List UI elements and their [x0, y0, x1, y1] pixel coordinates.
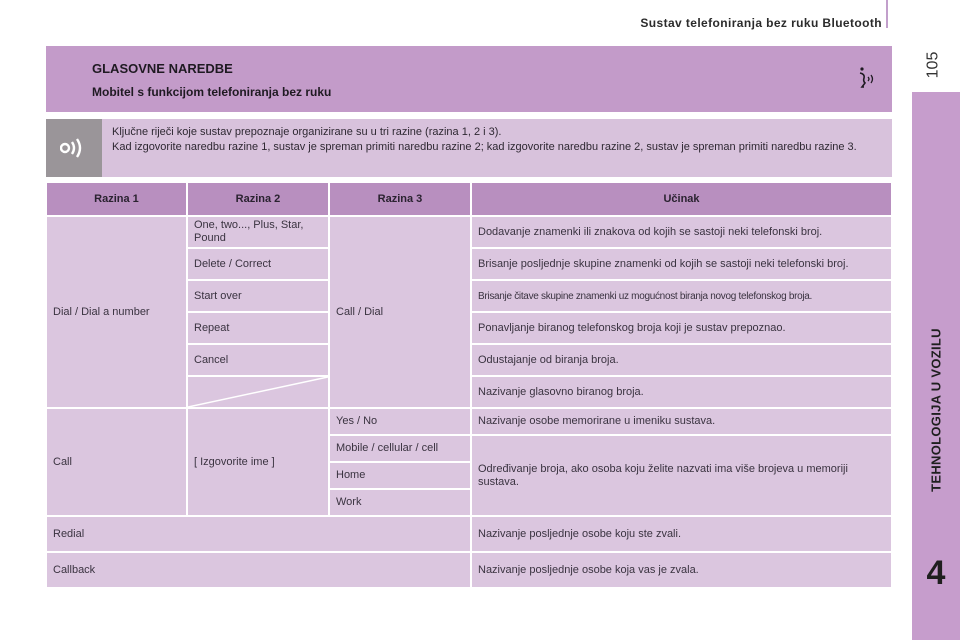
table-row	[46, 516, 892, 552]
level3-cell: Work	[329, 489, 471, 516]
strike-line	[188, 377, 328, 407]
effect-cell: Nazivanje posljednje osobe koju ste zvali.	[471, 516, 892, 552]
level2-cell: Delete / Correct	[187, 248, 329, 280]
column-header: Učinak	[471, 183, 892, 216]
info-text	[112, 125, 882, 155]
level3-cell: Yes / No	[329, 408, 471, 435]
effect-cell: Određivanje broja, ako osoba koju želite nazvati ima više brojeva u memoriji sustava.	[471, 435, 892, 516]
callback-label: Callback	[46, 552, 471, 588]
level2-cell: Cancel	[187, 344, 329, 376]
effect-cell: Brisanje čitave skupine znamenki uz mogućnost biranja novog telefonskog broja.	[471, 280, 892, 312]
title-rule	[886, 0, 888, 28]
table-row	[46, 552, 892, 588]
table-header-row	[46, 183, 892, 216]
level3-dial: Call / Dial	[329, 216, 471, 408]
running-title: Sustav telefoniranja bez ruku Bluetooth	[640, 16, 882, 30]
level3-cell: Mobile / cellular / cell	[329, 435, 471, 462]
chapter-label: TEHNOLOGIJA U VOZILU	[928, 328, 944, 492]
info-line-2: Kad izgovorite naredbu razine 1, sustav je spreman primiti naredbu razine 2; kad izgovorite naredbu razine 2, sustav je spreman primiti naredbu razine 3.	[112, 141, 857, 153]
redial-label: Redial	[46, 516, 471, 552]
level2-cell: Repeat	[187, 312, 329, 344]
page-number: 105	[924, 51, 942, 79]
column-header: Razina 1	[46, 183, 187, 216]
section-subtitle: Mobitel s funkcijom telefoniranja bez ruku	[92, 85, 332, 99]
level2-cell: Start over	[187, 280, 329, 312]
table-row	[46, 216, 892, 248]
effect-cell: Brisanje posljednje skupine znamenki od kojih se sastoji neki telefonski broj.	[471, 248, 892, 280]
effect-cell: Nazivanje glasovno biranog broja.	[471, 376, 892, 408]
effect-cell: Ponavljanje biranog telefonskog broja koji je sustav prepoznao.	[471, 312, 892, 344]
empty-level2-cell	[187, 376, 329, 408]
chapter-side-tab	[912, 92, 960, 640]
info-line-1: Ključne riječi koje sustav prepoznaje organizirane su u tri razine (razina 1, 2 i 3).	[112, 126, 502, 138]
voice-command-icon	[854, 66, 878, 90]
level1-dial: Dial / Dial a number	[46, 216, 187, 408]
table-row	[46, 408, 892, 435]
effect-cell: Odustajanje od biranja broja.	[471, 344, 892, 376]
column-header: Razina 3	[329, 183, 471, 216]
section-title: GLASOVNE NAREDBE	[92, 61, 233, 76]
section-header	[46, 46, 892, 112]
level3-cell: Home	[329, 462, 471, 489]
level2-cell: One, two..., Plus, Star, Pound	[187, 216, 329, 248]
effect-cell: Nazivanje posljednje osobe koja vas je zvala.	[471, 552, 892, 588]
level2-call: [ Izgovorite ime ]	[187, 408, 329, 516]
level1-call: Call	[46, 408, 187, 516]
effect-cell: Dodavanje znamenki ili znakova od kojih se sastoji neki telefonski broj.	[471, 216, 892, 248]
chapter-number: 4	[926, 554, 946, 592]
voice-command-table	[46, 183, 892, 588]
info-icon-box	[46, 119, 102, 177]
column-header: Razina 2	[187, 183, 329, 216]
info-panel	[46, 119, 892, 177]
effect-cell: Nazivanje osobe memorirane u imeniku sustava.	[471, 408, 892, 435]
voice-speaker-icon	[60, 135, 88, 161]
